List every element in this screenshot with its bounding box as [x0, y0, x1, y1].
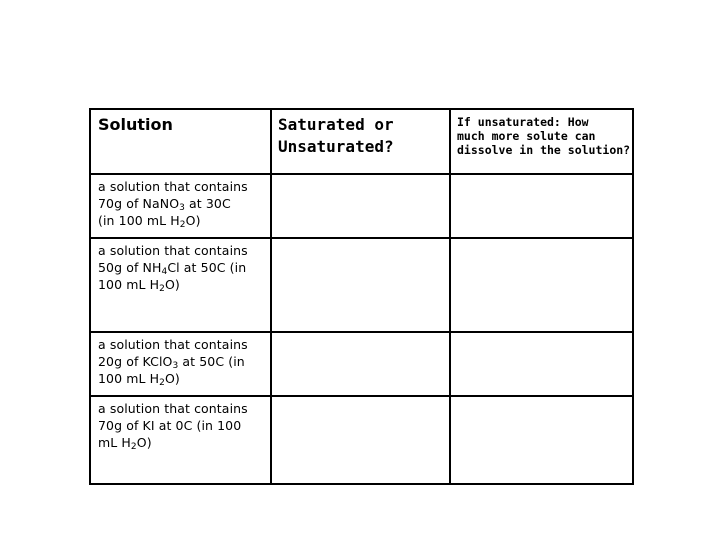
header-saturated-cell: [271, 109, 450, 174]
header-how-much-more-solute: If unsaturated: How much more solute can dissolve in the solution?: [457, 115, 631, 157]
solution-description: a solution that contains 70g of NaNO$_3$ at 30C (in 100 mL $H_2O$): [98, 179, 248, 230]
saturated-answer-cell[interactable]: [271, 238, 450, 332]
header-saturated-or-unsaturated: Saturated or Unsaturated?: [278, 115, 394, 156]
solution-cell: [90, 238, 271, 332]
solution-description: a solution that contains 50g of $NH_4Cl$ at 50C (in 100 mL $H_2O$): [98, 243, 248, 294]
more-solute-answer-cell[interactable]: [450, 332, 633, 396]
saturated-answer-cell[interactable]: [271, 174, 450, 238]
more-solute-answer-cell[interactable]: [450, 396, 633, 484]
solution-description: a solution that contains 20g of KClO$_3$ at 50C (in 100 mL $H_2O$): [98, 337, 248, 388]
table-row: [90, 238, 633, 332]
header-solution: Solution: [98, 115, 173, 134]
header-solution-cell: [90, 109, 271, 174]
table-row: [90, 396, 633, 484]
table-row: [90, 332, 633, 396]
header-more-solute-cell: [450, 109, 633, 174]
saturated-answer-cell[interactable]: [271, 396, 450, 484]
solution-cell: [90, 332, 271, 396]
table-row: [90, 174, 633, 238]
table-header-row: [90, 109, 633, 174]
solubility-worksheet-table: [89, 108, 634, 485]
saturated-answer-cell[interactable]: [271, 332, 450, 396]
more-solute-answer-cell[interactable]: [450, 238, 633, 332]
solution-cell: [90, 396, 271, 484]
solution-cell: [90, 174, 271, 238]
solution-description: a solution that contains 70g of KI at 0C (in 100 mL $H_2O$): [98, 401, 248, 452]
more-solute-answer-cell[interactable]: [450, 174, 633, 238]
